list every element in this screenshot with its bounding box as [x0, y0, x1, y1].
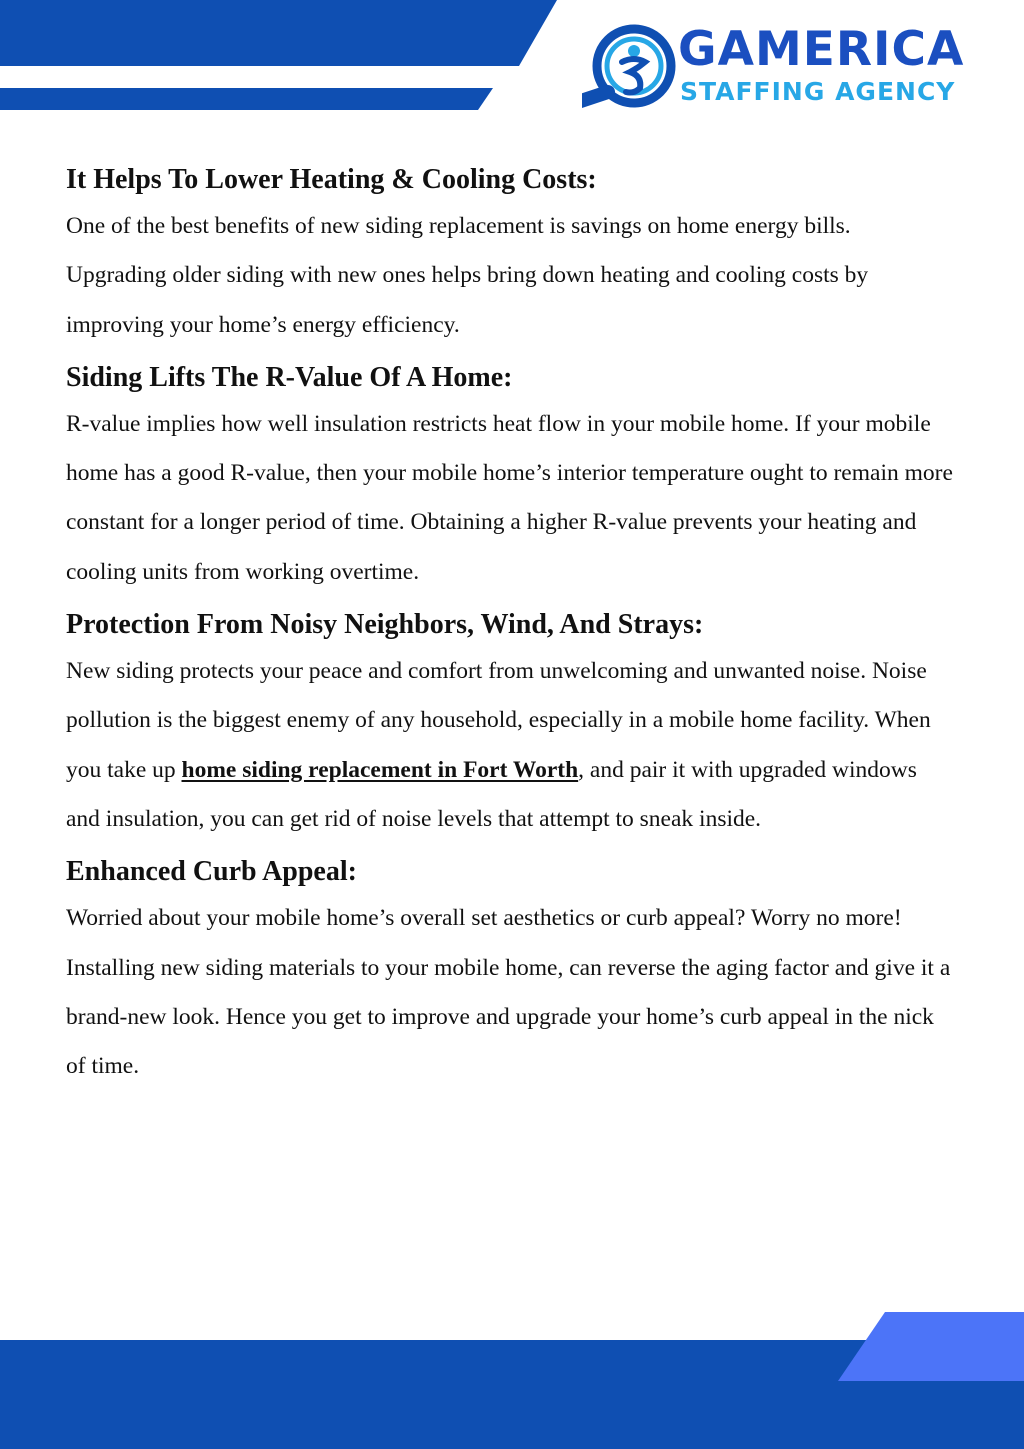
section-r-value	[66, 356, 956, 597]
footer-decoration	[0, 1312, 1024, 1449]
section-body: Worried about your mobile home’s overall set aesthetics or curb appeal? Worry no more! Installing new siding materials to your mobile home, can reverse the aging factor and give it a brand-new look. Hence you get to improve and upgrade your home’s curb appeal in the nick of time.	[66, 905, 951, 1080]
brand-logo	[582, 22, 992, 120]
siding-replacement-link[interactable]: home siding replacement in Fort Worth	[181, 756, 579, 783]
brand-name: GAMERICA	[678, 22, 965, 77]
header-bar-top	[0, 0, 557, 66]
section-heading: Siding Lifts The R-Value Of A Home:	[66, 361, 513, 393]
body-text-after-link: , and pair it with upgraded windows and insulation, you can get rid of noise levels that attempt to sneak inside.	[66, 756, 917, 832]
section-body: One of the best benefits of new siding replacement is savings on home energy bills. Upgrading older siding with new ones helps bring down heating and cooling costs by improving your home’s energy efficiency.	[66, 213, 869, 338]
section-heading: It Helps To Lower Heating & Cooling Costs:	[66, 164, 597, 195]
section-heading: Enhanced Curb Appeal:	[66, 856, 357, 888]
section-body	[66, 647, 956, 844]
header-bar-bottom	[0, 88, 493, 110]
article-content	[66, 158, 956, 1097]
footer-accent	[838, 1312, 1024, 1381]
body-text-before-link: New siding protects your peace and comfort from unwelcoming and unwanted noise. Noise pollution is the biggest enemy of any household, especially in a mobile home facility. When you take up	[66, 658, 931, 783]
magnifier-person-icon	[582, 22, 678, 118]
section-noise-protection	[66, 603, 956, 844]
section-curb-appeal	[66, 850, 956, 1091]
brand-tagline: STAFFING AGENCY	[680, 77, 956, 106]
section-body: R-value implies how well insulation restricts heat flow in your mobile home. If your mobile home has a good R-value, then your mobile home’s interior temperature ought to remain more constant for a longer period of time. Obtaining a higher R-value prevents your heating and cooling units from working overtime.	[66, 410, 953, 585]
section-heading: Protection From Noisy Neighbors, Wind, And Strays:	[66, 609, 704, 641]
section-heating-cooling	[66, 158, 956, 350]
